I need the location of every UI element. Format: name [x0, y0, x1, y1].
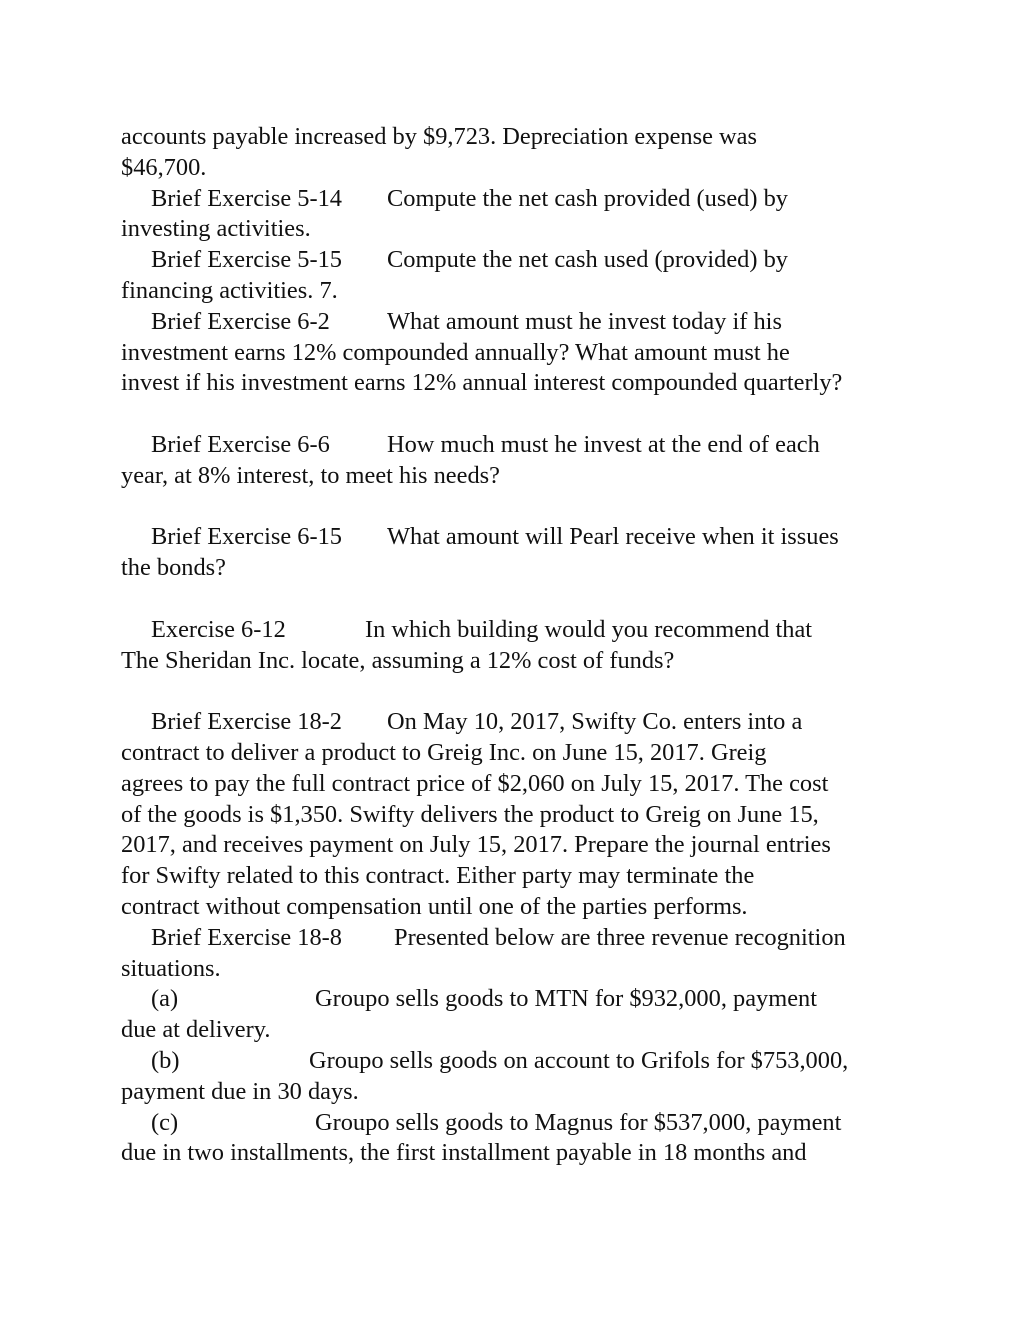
exercise-question: Compute the net cash provided (used) by	[387, 184, 788, 212]
item-label: (c)	[151, 1108, 179, 1136]
blank-line	[121, 399, 921, 430]
exercise-question: In which building would you recommend that	[365, 615, 813, 643]
exercise-label: Exercise 6-12	[151, 615, 286, 643]
text-line: of the goods is $1,350. Swifty delivers the product to Greig on June 15,	[121, 800, 819, 828]
exercise-question: How much must he invest at the end of each	[387, 430, 820, 458]
exercise-label: Brief Exercise 18-2	[151, 708, 342, 736]
exercise-label: Brief Exercise 18-8	[151, 923, 342, 951]
exercise-line	[121, 430, 921, 461]
exercise-question: What amount must he invest today if his	[387, 307, 782, 335]
item-text: Groupo sells goods to Magnus for $537,000, payment	[315, 1108, 842, 1136]
text-line: situations.	[121, 954, 221, 982]
item-text: Groupo sells goods to MTN for $932,000, payment	[315, 985, 817, 1013]
text-line: accounts payable increased by $9,723. Depreciation expense was	[121, 123, 757, 150]
text-line: investing activities.	[121, 215, 311, 243]
exercise-label: Brief Exercise 5-14	[151, 184, 342, 212]
text-line: agrees to pay the full contract price of $2,060 on July 15, 2017. The cost	[121, 769, 829, 797]
exercise-question: Presented below are three revenue recognition	[394, 923, 846, 951]
text-line: payment due in 30 days.	[121, 1077, 359, 1105]
text-line: $46,700.	[121, 153, 207, 181]
exercise-label: Brief Exercise 6-6	[151, 430, 330, 458]
exercise-line	[121, 307, 921, 338]
text-line: invest if his investment earns 12% annual interest compounded quarterly?	[121, 369, 843, 397]
exercise-label: Brief Exercise 5-15	[151, 246, 342, 274]
text-line: due in two installments, the first installment payable in 18 months and	[121, 1139, 807, 1167]
exercise-line	[121, 245, 921, 276]
document-page	[121, 122, 921, 1169]
item-label: (b)	[151, 1046, 180, 1074]
text-line: the bonds?	[121, 554, 226, 582]
exercise-line	[121, 184, 921, 215]
item-line	[121, 1108, 921, 1139]
exercise-label: Brief Exercise 6-2	[151, 307, 330, 335]
text-line: The Sheridan Inc. locate, assuming a 12% cost of funds?	[121, 646, 675, 674]
exercise-line	[121, 707, 921, 738]
exercise-line	[121, 615, 921, 646]
text-line: 2017, and receives payment on July 15, 2017. Prepare the journal entries	[121, 831, 831, 859]
text-line: contract to deliver a product to Greig Inc. on June 15, 2017. Greig	[121, 738, 767, 766]
text-line: due at delivery.	[121, 1016, 271, 1044]
blank-line	[121, 584, 921, 615]
text-line: year, at 8% interest, to meet his needs?	[121, 461, 500, 489]
text-line: investment earns 12% compounded annually? What amount must he	[121, 338, 790, 366]
item-line	[121, 984, 921, 1015]
exercise-label: Brief Exercise 6-15	[151, 523, 342, 551]
exercise-question: On May 10, 2017, Swifty Co. enters into a	[387, 708, 803, 736]
exercise-line	[121, 923, 921, 954]
exercise-question: Compute the net cash used (provided) by	[387, 246, 788, 274]
item-text: Groupo sells goods on account to Grifols for $753,000,	[309, 1046, 849, 1074]
exercise-line	[121, 522, 921, 553]
text-line: contract without compensation until one of the parties performs.	[121, 892, 748, 920]
item-line	[121, 1046, 921, 1077]
item-label: (a)	[151, 985, 179, 1013]
blank-line	[121, 676, 921, 707]
blank-line	[121, 492, 921, 523]
text-line: for Swifty related to this contract. Either party may terminate the	[121, 862, 755, 890]
exercise-question: What amount will Pearl receive when it issues	[387, 523, 839, 551]
text-line: financing activities. 7.	[121, 276, 338, 304]
